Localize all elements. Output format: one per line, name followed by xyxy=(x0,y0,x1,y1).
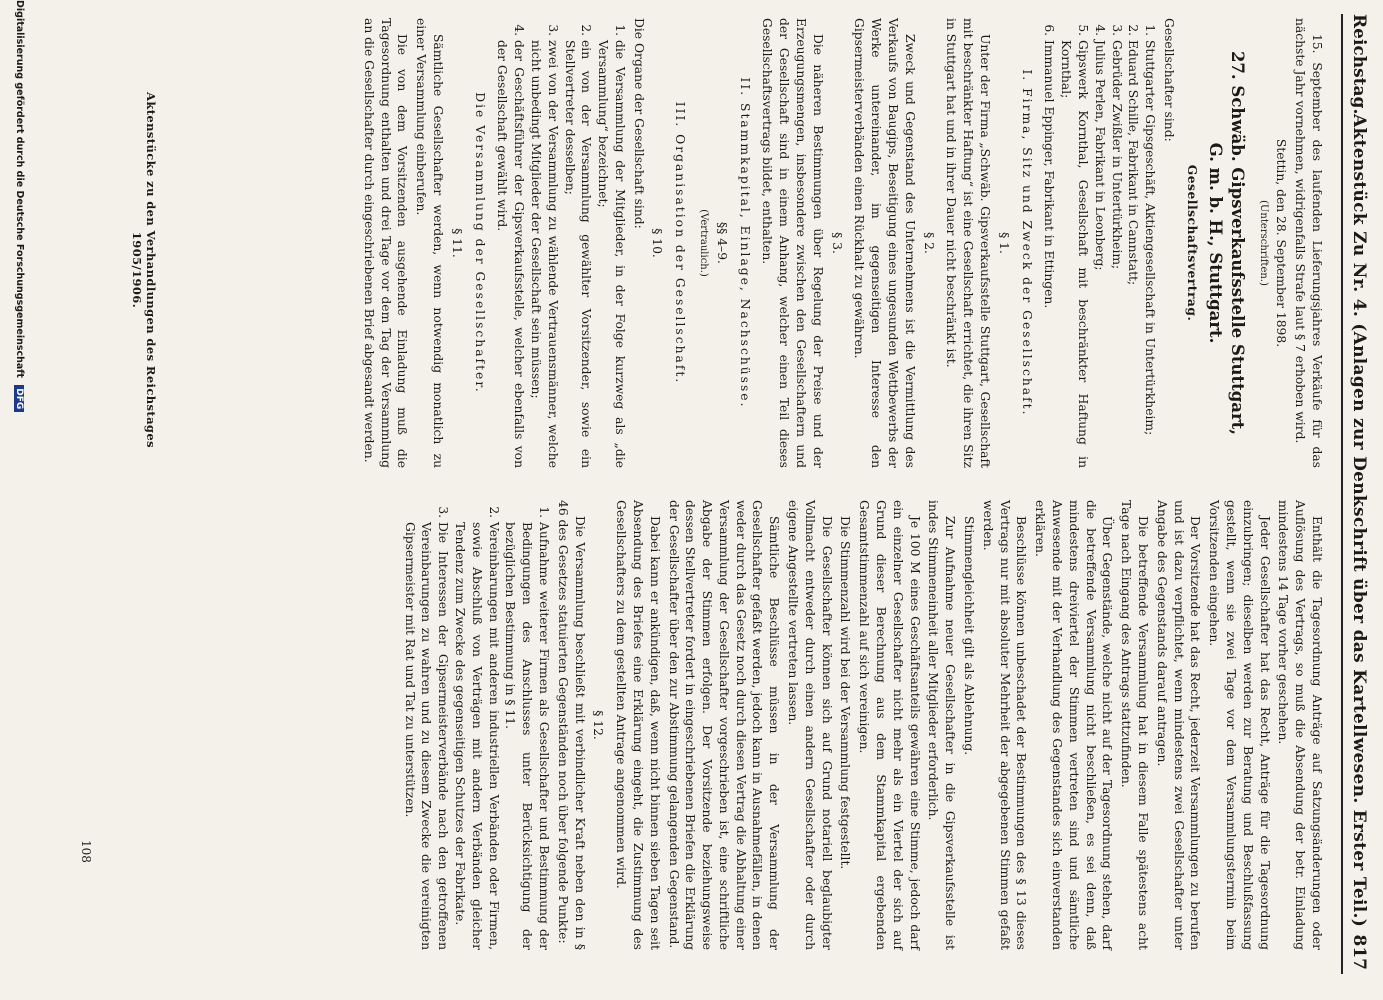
paragraph-number: § 3. xyxy=(829,232,844,254)
intro-paragraph: 15. September des laufenden Lieferungsjahres Verkäufe für das nächste Jahr vornehmen, widrigenfalls Strafe laut § 7 erhoben wird. xyxy=(1293,18,1324,468)
list-item: 1. Aufnahme weiterer Firmen als Gesellschafter und Bestimmung der Bedingungen des Anschlusses unter Berücksichtigung der bezüglichen Bestimmung in § 11. xyxy=(502,522,552,950)
list-item: 3. zwei von der Versammlung zu wählende Vertrauensmänner, welche nicht unbedingt Mitglieder der Gesellschaft sein müssen; xyxy=(527,40,561,468)
digitization-text: Digitalisierung gefördert durch die Deutsche Forschungsgemeinschaft xyxy=(14,0,25,378)
digitization-credit xyxy=(14,0,25,412)
paragraph: Enthält die Tagesordnung Anträge auf Satzungsänderungen oder Auflösung des Vertrags, so muß die Absendung der betr. Einladung mindestens 14 Tage vorher geschehen. xyxy=(1276,500,1324,950)
paragraph: Die betreffende Versammlung hat in diesem Falle spätestens acht Tage nach Eingang des Antrags stattzufinden. xyxy=(1119,500,1151,950)
paragraph: Die Versammlung beschließt mit verbindlicher Kraft neben den in § 46 des Gesetzes statuierten Gegenständen noch über folgende Punkte: xyxy=(555,500,587,950)
paragraph: Der Vorsitzende hat das Recht, jederzeit Versammlungen zu berufen und ist dazu verpflichtet, wenn mindestens zwei Gesellschafter unter Angabe des Gegenstands darauf antragen. xyxy=(1154,500,1203,950)
list-item: 4. der Geschäftsführer der Gipsverkaufsstelle, welcher ebenfalls von der Gesellschaft gewählt wird. xyxy=(494,40,528,468)
list-item: 2. Vereinbarungen mit anderen industriellen Verbänden oder Firmen, sowie Abschluß von Verträgen mit andern Verbänden gleicher Tendenz zum Zwecke des gegenseitigen Schutzes der Fabrikate. xyxy=(451,522,501,950)
organs-list xyxy=(494,18,628,468)
list-item: 4. Julius Perlen, Fabrikant in Leonberg; xyxy=(1091,40,1108,468)
running-header xyxy=(1341,14,1369,974)
paragraph-1: Unter der Firma „Schwäb. Gipsverkaufsstelle Stuttgart, Gesellschaft mit beschränkter Haftung“ ist eine Gesellschaft errichtet, die ihren Sitz in Stuttgart hat und in ihrer Dauer nicht beschränkt ist. xyxy=(944,18,993,468)
paragraph-11a: Sämtliche Gesellschafter werden, wenn notwendig monatlich zu einer Versammlung einberufen. xyxy=(414,18,445,468)
paragraph-2: Zweck und Gegenstand des Unternehmens ist die Vermittlung des Verkaufs von Baugips, Beseitigung eines ungesunden Wettbewerbs der Werke untereinander, im gegenseitigen Interesse den Gipsermeisterverbänden einen Rückhalt zu gewähren. xyxy=(852,18,917,468)
title-line-2: G. m. b. H., Stuttgart. xyxy=(1205,142,1225,344)
paragraph: Jeder Gesellschafter hat das Recht, Anträge für die Tagesordnung einzubringen; dieselben werden zur Beratung und Beschlußfassung gestellt, wenn sie zwei Tage vor dem Versammlungstermin beim Vorsitzenden eingehen. xyxy=(1207,500,1272,950)
section-heading-4: Die Versammlung der Gesellschafter. xyxy=(472,92,487,394)
footer-note: Aktenstücke zu den Verhandlungen des Reichstages 1905/1906. xyxy=(130,92,158,448)
title-number: 27. xyxy=(1227,50,1247,80)
paragraph: Sämtliche Beschlüsse müssen in der Versammlung der Gesellschafter gefaßt werden, jedoch kann in Ausnahmefällen, in denen weder durch das Gesetz noch durch diesen Vertrag die Abhaltung einer Versammlung der Gesellschafter vorgeschrieben ist, eine schriftliche Abgabe der Stimmen erfolgen. Der Vorsitzende beziehungsweise dessen Stellvertreter fordert in eingeschriebenen Briefen die Erklärung der Gesellschafter über den zur Abstimmung gelangenden Gegenstand. xyxy=(666,500,782,950)
paragraph-11b: Die von dem Vorsitzenden ausgehende Einladung muß die Tagesordnung enthalten und drei Tage vor dem Tag der Versammlung an die Gesellschafter durch eingeschriebenen Brief abgesandt werden. xyxy=(361,18,410,468)
organs-intro: Die Organe der Gesellschaft sind: xyxy=(631,18,646,229)
subtitle: Gesellschaftsvertrag. xyxy=(1184,164,1200,322)
paragraph: Über Gegenstände, welche nicht auf der Tagesordnung stehen, darf die betreffende Versammlung nicht beschließen, es sei denn, daß mindestens dreiviertel der Stimmen vertreten sind und sämtliche Anwesende mit der Verhandlung des Gegenstandes sich einverstanden erklären. xyxy=(1033,500,1115,950)
section-heading-1: I. Firma, Sitz und Zweck der Gesellschaft. xyxy=(1019,69,1034,417)
left-column xyxy=(358,18,1325,468)
paragraph: Je 100 M eines Geschäftsanteils gewähren eine Stimme, jedoch darf ein einzelner Gesellschafter nicht mehr als ein Viertel der sich auf Grund dieser Berechnung aus dem Stammkapital ergebenden Gesamtstimmenzahl auf sich vereinigen. xyxy=(857,500,922,950)
members-intro: Gesellschafter sind: xyxy=(1162,18,1177,142)
header-left: Reichstag. xyxy=(1349,14,1369,115)
signatures-note: (Unterschriften.) xyxy=(1257,200,1269,286)
paragraph-number: § 12. xyxy=(591,710,606,740)
list-item: 1. Stuttgarter Gipsgeschäft, Aktiengesellschaft in Untertürkheim; xyxy=(1141,40,1158,468)
paragraph: Dabei kann er ankündigen, daß, wenn nicht binnen sieben Tagen seit Absendung des Briefes eine Erklärung eingeht, die Zustimmung des Gesellschafters zu dem gestellten Antrage angenommen wird. xyxy=(614,500,662,950)
paragraph-3: Die näheren Bestimmungen über Regelung der Preise und der Erzeugungsmengen, insbesondere zwischen den Gesellschaftern und der Gesellschaft sind in einem Anhang, welcher einen Teil dieses Gesellschaftsvertrags bildet, enthalten. xyxy=(760,18,825,468)
list-item: 1. die Versammlung der Mitglieder, in der Folge kurzweg als „die Versammlung“ bezeichnet; xyxy=(594,40,628,468)
paragraph-number: § 10. xyxy=(650,228,665,258)
paragraph: Die Gesellschafter können sich auf Grund notariell beglaubigter Vollmacht entweder durch einen andern Gesellschafter oder durch eigene Angestellte vertreten lassen. xyxy=(786,500,834,950)
header-page-number: 817 xyxy=(1349,934,1369,970)
list-item: 2. Eduard Schille, Fabrikant in Cannstatt; xyxy=(1125,40,1142,468)
paragraph: Zur Aufnahme neuer Gesellschafter in die Gipsverkaufsstelle ist indes Stimmeneinheit aller Mitglieder erforderlich. xyxy=(926,500,958,950)
list-item: 6. Immanuel Eppinger, Fabrikant in Ettingen. xyxy=(1041,40,1058,468)
members-list xyxy=(1041,18,1159,468)
dfg-logo: DFG xyxy=(14,385,24,412)
paragraph-number: § 2. xyxy=(921,232,936,254)
place-date: Stettin, den 28. September 1898. xyxy=(1274,138,1289,348)
header-title: Aktenstück Zu Nr. 4. (Anlagen zur Denkschrift über das Kartellwesen. Erster Teil.) xyxy=(1349,114,1369,928)
section-heading-3: III. Organisation der Gesellschaft. xyxy=(673,101,688,385)
confidential-note: (Vertraulich.) xyxy=(698,209,710,277)
list-item: 3. Gebrüder Zwißler in Untertürkheim; xyxy=(1108,40,1125,468)
points-list xyxy=(401,500,552,950)
list-item: 5. Gipswerk Kornthal, Gesellschaft mit beschränkter Haftung in Kornthal; xyxy=(1057,40,1091,468)
section-title xyxy=(1204,18,1248,468)
paragraph-number: §§ 4–9. xyxy=(714,222,729,264)
section-heading-2: II. Stammkapital, Einlage, Nachschüsse. xyxy=(737,77,752,409)
right-column xyxy=(399,500,1325,950)
paragraph-number: § 11. xyxy=(449,228,464,258)
paragraph: Beschlüsse können unbeschadet der Bestimmungen des § 13 dieses Vertrags nur mit absoluter Mehrheit der abgegebenen Stimmen gefaßt werden. xyxy=(980,500,1029,950)
list-item: 3. Die Interessen der Gipsermeisterverbände nach den getroffenen Vereinbarungen zu wahren und zu diesem Zwecke die vereinigten Gipsermeister mit Rat und Tat zu unterstützen. xyxy=(401,522,451,950)
paragraph: Die Stimmenzahl wird bei der Versammlung festgestellt. xyxy=(838,516,853,870)
paragraph-number: § 1. xyxy=(996,232,1011,254)
paragraph: Stimmengleichheit gilt als Ablehnung. xyxy=(962,516,977,756)
title-line-1: Schwäb. Gipsverkaufsstelle Stuttgart, xyxy=(1227,85,1247,436)
list-item: 2. ein von der Versammlung gewählter Vorsitzender, sowie ein Stellvertreter desselben; xyxy=(561,40,595,468)
footer-page-number: 108 xyxy=(79,840,93,863)
